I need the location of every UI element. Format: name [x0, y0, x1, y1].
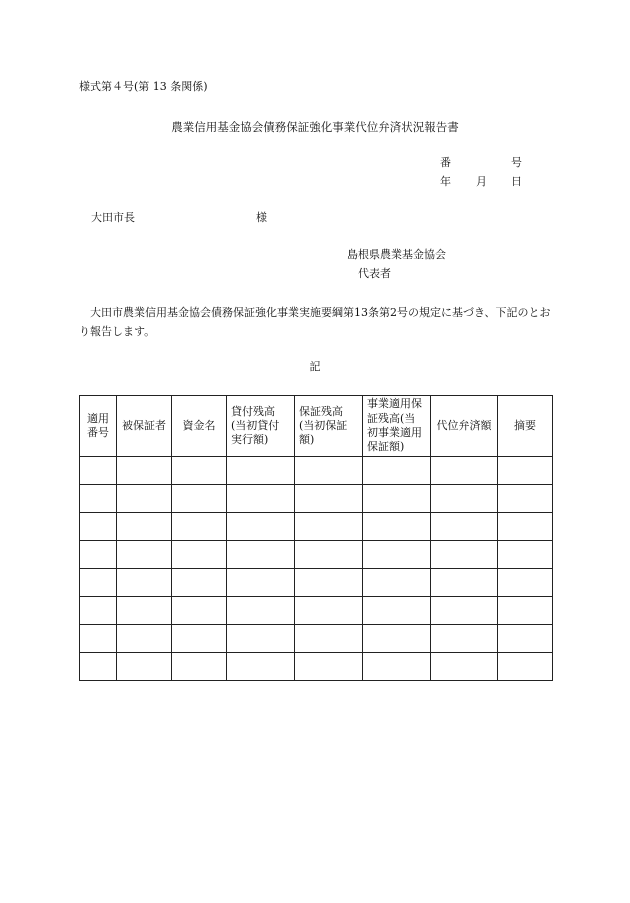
table-row — [80, 513, 553, 541]
table-cell — [363, 625, 431, 653]
table-cell — [172, 625, 227, 653]
table-cell — [227, 541, 295, 569]
table-cell — [172, 597, 227, 625]
table-cell — [363, 569, 431, 597]
table-header-row — [80, 396, 553, 457]
table-cell — [295, 541, 363, 569]
sender-organization: 島根県農業基金協会 — [347, 248, 446, 261]
body-paragraph: 大田市農業信用基金協会債務保証強化事業実施要綱第13条第2号の規定に基づき、下記のとおり報告します。 — [79, 306, 551, 338]
header-project-guarantee-balance: 事業適用保 証残高(当 初事業適用 保証額) — [363, 396, 431, 457]
header-subrogation-amount: 代位弁済額 — [431, 396, 498, 457]
date-year-label: 年 — [440, 175, 451, 188]
table-cell — [117, 569, 172, 597]
table-cell — [117, 653, 172, 681]
table-row — [80, 485, 553, 513]
table-cell — [363, 653, 431, 681]
header-application-number: 適用 番号 — [80, 396, 117, 457]
table-cell — [431, 625, 498, 653]
table-cell — [172, 653, 227, 681]
table-cell — [227, 597, 295, 625]
table-cell — [295, 597, 363, 625]
table-cell — [80, 485, 117, 513]
table-cell — [80, 653, 117, 681]
addressee-honorific: 様 — [256, 211, 267, 224]
table-cell — [227, 513, 295, 541]
document-number-label: 番 — [440, 156, 451, 169]
table-cell — [295, 513, 363, 541]
table-cell — [498, 485, 553, 513]
header-loan-balance: 貸付残高 (当初貸付 実行額) — [227, 396, 295, 457]
date-day-label: 日 — [511, 175, 522, 188]
table-cell — [498, 653, 553, 681]
header-guaranteed-party: 被保証者 — [117, 396, 172, 457]
header-guarantee-balance: 保証残高 (当初保証 額) — [295, 396, 363, 457]
table-cell — [431, 597, 498, 625]
table-cell — [431, 513, 498, 541]
table-cell — [498, 513, 553, 541]
date-month-label: 月 — [476, 175, 487, 188]
header-fund-name: 資金名 — [172, 396, 227, 457]
table-cell — [295, 625, 363, 653]
table-cell — [227, 569, 295, 597]
table-cell — [117, 513, 172, 541]
sender-representative: 代表者 — [358, 267, 391, 280]
table-cell — [295, 653, 363, 681]
table-cell — [431, 485, 498, 513]
table-cell — [363, 485, 431, 513]
table-cell — [172, 513, 227, 541]
table-cell — [80, 569, 117, 597]
addressee-name: 大田市長 — [91, 211, 135, 224]
table-cell — [227, 457, 295, 485]
table-cell — [172, 541, 227, 569]
table-cell — [498, 625, 553, 653]
table-cell — [363, 597, 431, 625]
table-cell — [117, 485, 172, 513]
table-cell — [117, 597, 172, 625]
table-cell — [80, 541, 117, 569]
ki-heading: 記 — [309, 360, 321, 373]
document-number-suffix: 号 — [511, 156, 522, 169]
table-cell — [172, 569, 227, 597]
table-cell — [498, 569, 553, 597]
table-cell — [227, 653, 295, 681]
table-cell — [117, 457, 172, 485]
table-cell — [498, 597, 553, 625]
table-cell — [117, 541, 172, 569]
form-reference: 様式第４号(第 13 条関係) — [79, 80, 208, 93]
table-row — [80, 569, 553, 597]
table-cell — [363, 513, 431, 541]
table-cell — [431, 569, 498, 597]
table-cell — [227, 485, 295, 513]
table-cell — [295, 485, 363, 513]
table-row — [80, 541, 553, 569]
subrogation-report-table — [79, 395, 553, 681]
table-cell — [80, 457, 117, 485]
table-cell — [295, 569, 363, 597]
table-cell — [498, 457, 553, 485]
table-row — [80, 653, 553, 681]
table-cell — [80, 597, 117, 625]
header-remarks: 摘要 — [498, 396, 553, 457]
table-cell — [431, 541, 498, 569]
table-row — [80, 597, 553, 625]
table-cell — [172, 485, 227, 513]
table-cell — [363, 457, 431, 485]
table-cell — [117, 625, 172, 653]
table-cell — [431, 457, 498, 485]
table-row — [80, 457, 553, 485]
table-cell — [172, 457, 227, 485]
table-cell — [295, 457, 363, 485]
table-cell — [80, 625, 117, 653]
table-cell — [431, 653, 498, 681]
table-cell — [80, 513, 117, 541]
table-cell — [227, 625, 295, 653]
table-cell — [498, 541, 553, 569]
document-title: 農業信用基金協会債務保証強化事業代位弁済状況報告書 — [171, 120, 459, 134]
table-cell — [363, 541, 431, 569]
table-row — [80, 625, 553, 653]
